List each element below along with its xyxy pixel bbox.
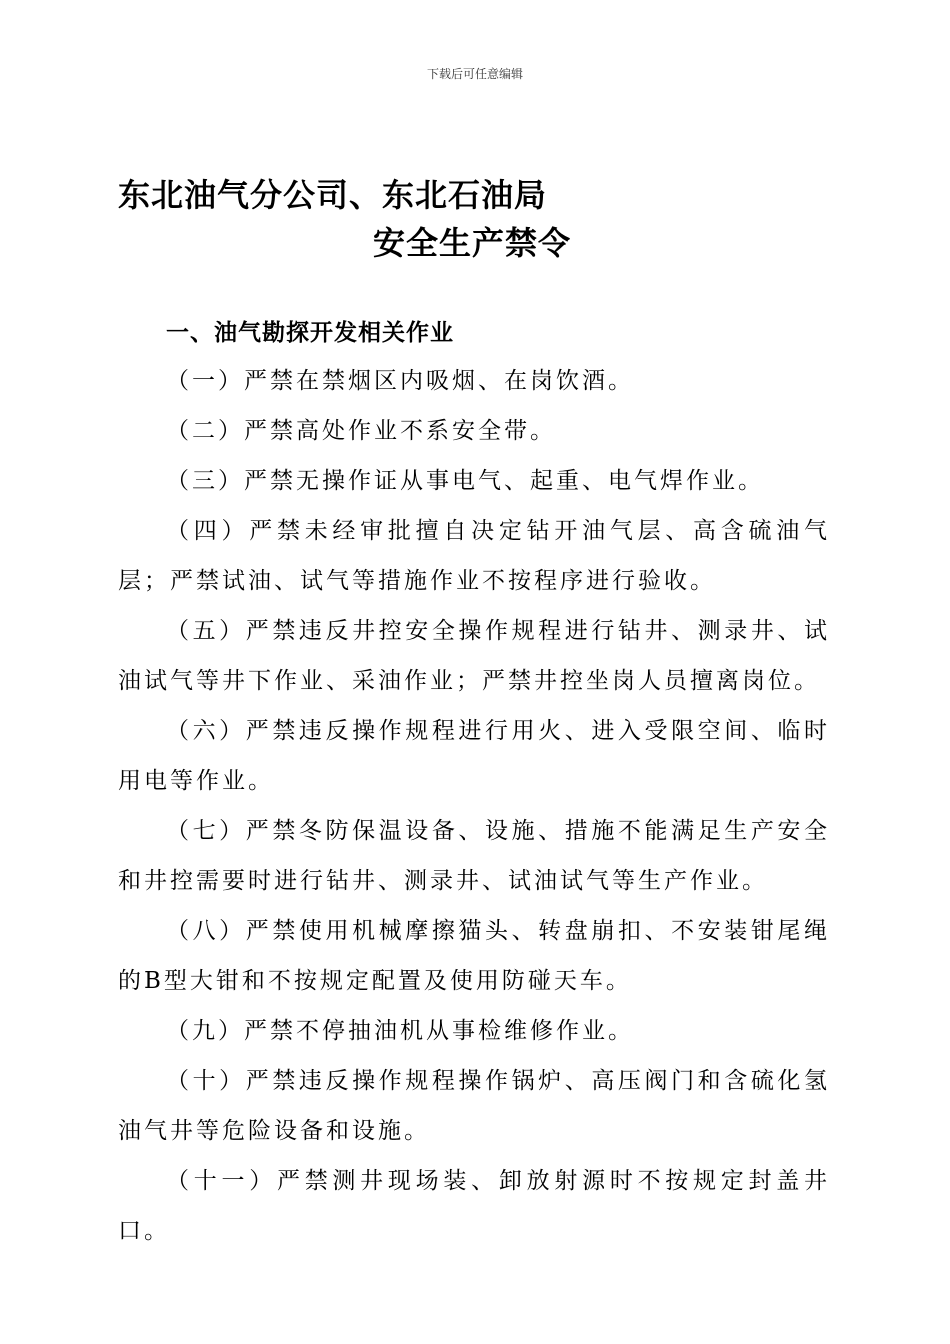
rule-paragraph-6: （六）严禁违反操作规程进行用火、进入受限空间、临时用电等作业。 (118, 718, 830, 794)
rule-paragraph-4: （四）严禁未经审批擅自决定钻开油气层、高含硫油气层；严禁试油、试气等措施作业不按程序进行验收。 (118, 518, 830, 594)
rule-paragraph-7: （七）严禁冬防保温设备、设施、措施不能满足生产安全和井控需要时进行钻井、测录井、试油试气等生产作业。 (118, 818, 830, 894)
rule-paragraph-2: （二）严禁高处作业不系安全带。 (166, 418, 556, 444)
rule-paragraph-10: （十）严禁违反操作规程操作锅炉、高压阀门和含硫化氢油气井等危险设备和设施。 (118, 1068, 830, 1144)
rule-paragraph-9: （九）严禁不停抽油机从事检维修作业。 (166, 1018, 634, 1044)
section-body (118, 356, 830, 1256)
rule-paragraph-3: （三）严禁无操作证从事电气、起重、电气焊作业。 (166, 468, 764, 494)
page-title-line2: 安全生产禁令 (373, 224, 572, 262)
rule-paragraph-11: （十一）严禁测井现场装、卸放射源时不按规定封盖井口。 (118, 1168, 830, 1244)
section-heading: 一、油气勘探开发相关作业 (166, 319, 454, 346)
rule-paragraph-1: （一）严禁在禁烟区内吸烟、在岗饮酒。 (166, 368, 634, 394)
page-title-line1: 东北油气分公司、东北石油局 (118, 176, 548, 214)
rule-paragraph-5: （五）严禁违反井控安全操作规程进行钻井、测录井、试油试气等井下作业、采油作业；严禁井控坐岗人员擅离岗位。 (118, 618, 830, 694)
rule-paragraph-8: （八）严禁使用机械摩擦猫头、转盘崩扣、不安装钳尾绳的B型大钳和不按规定配置及使用防碰天车。 (118, 918, 830, 994)
header-note: 下载后可任意编辑 (426, 67, 523, 81)
